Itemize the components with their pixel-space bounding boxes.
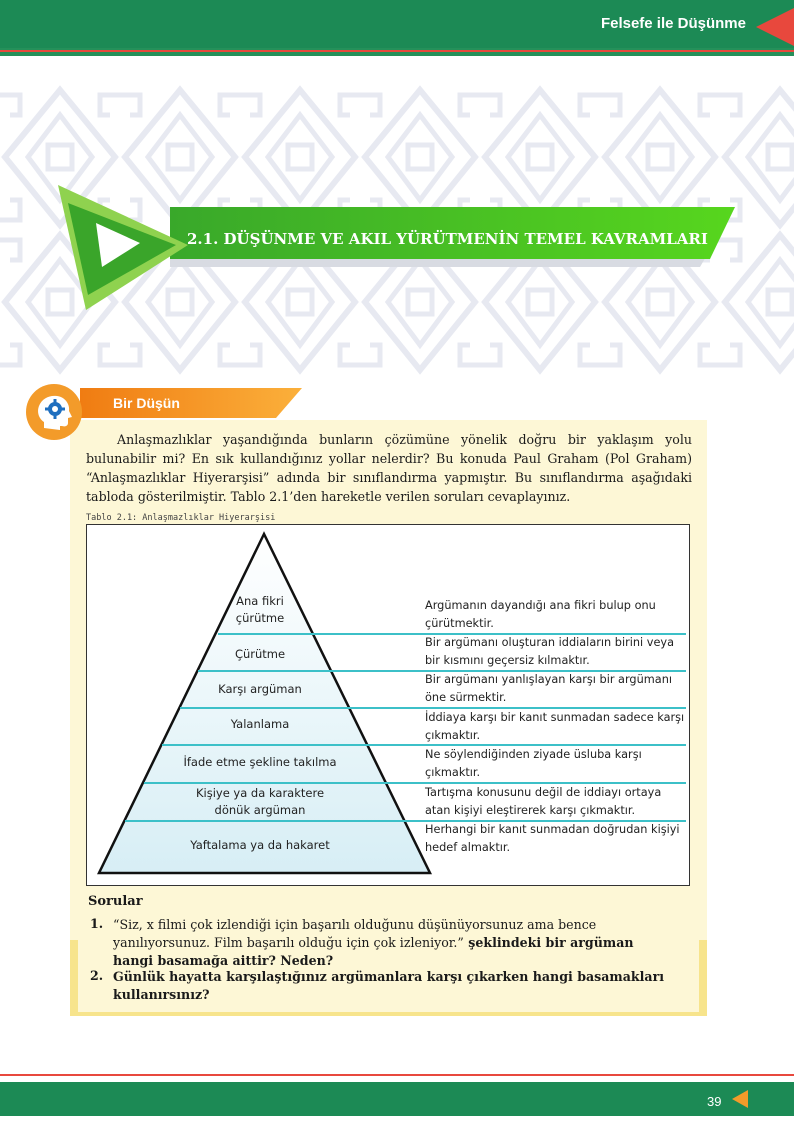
question-number: 2. xyxy=(90,968,104,983)
footer-band xyxy=(0,1082,794,1116)
header-red-line xyxy=(0,50,794,52)
play-arrow-icon xyxy=(58,185,188,310)
level-description: Ne söylendiğinden ziyade üsluba karşı çıkmaktır. xyxy=(425,748,642,779)
question-text xyxy=(113,968,676,1004)
page-triangle-icon xyxy=(732,1090,748,1108)
hierarchy-pyramid xyxy=(97,531,432,877)
table-caption: Tablo 2.1: Anlaşmazlıklar Hiyerarşisi xyxy=(86,513,276,523)
level-name: Yaftalama ya da hakaret xyxy=(190,838,330,852)
level-description: Herhangi bir kanıt sunmadan doğrudan kişiyi hedef almaktır. xyxy=(425,823,680,854)
question-number: 1. xyxy=(90,916,104,931)
intro-paragraph: Anlaşmazlıklar yaşandığında bunların çözümüne yönelik doğru bir yaklaşım yolu bulunabilir mi? En sık kullandığınız yollar nelerdir? Bu konuda Paul Graham (Pol Graham) “Anlaşmazlıklar Hiyerarşisi” adında bir sınıflandırma yapmıştır. Bu sınıflandırma aşağıdaki tabloda gösterilmiştir. Tablo 2.1’den hareketle verilen soruları cevaplayınız. xyxy=(86,432,692,504)
box-stripe-left xyxy=(70,940,78,1016)
level-name: Ana fikri çürütme xyxy=(235,594,285,625)
question-text-bold: Günlük hayatta karşılaştığınız argümanlara karşı çıkarken hangi basamakları kullanırsınız? xyxy=(113,969,664,1002)
level-name: Çürütme xyxy=(234,647,286,661)
level-name: Kişiye ya da karaktere dönük argüman xyxy=(195,786,325,817)
level-name: Yalanlama xyxy=(230,717,290,731)
footer-red-line xyxy=(0,1074,794,1076)
level-description: Bir argümanı yanlışlayan karşı bir argümanı öne sürmektir. xyxy=(425,673,672,704)
questions-title: Sorular xyxy=(88,894,143,909)
question-text xyxy=(113,916,676,970)
thinking-head-icon xyxy=(24,382,84,442)
activity-intro xyxy=(86,430,692,506)
question-text-plain: “Siz, x filmi çok izlendiği için başarılı olduğunu düşünüyorsunuz ama bence yanılıyorsunuz. Film başarılı olduğu için çok izleniyor.” xyxy=(113,917,597,950)
box-stripe-bottom xyxy=(70,1012,707,1016)
activity-label: Bir Düşün xyxy=(113,395,180,411)
level-description: Tartışma konusunu değil de iddiayı ortaya atan kişiyi eleştirerek karşı çıkmaktır. xyxy=(425,786,662,817)
level-name: İfade etme şekline takılma xyxy=(183,755,337,769)
level-description: İddiaya karşı bir kanıt sunmadan sadece karşı çıkmaktır. xyxy=(425,711,685,742)
question-text-bold: şeklindeki bir argüman hangi basamağa aittir? Neden? xyxy=(113,935,634,968)
page-number: 39 xyxy=(707,1094,722,1109)
box-stripe-right xyxy=(699,940,707,1016)
section-title: 2.1. DÜŞÜNME VE AKIL YÜRÜTMENİN TEMEL KAVRAMLARI xyxy=(187,230,708,248)
header-triangle-icon xyxy=(756,8,794,46)
header-title: Felsefe ile Düşünme xyxy=(600,15,746,32)
level-description: Argümanın dayandığı ana fikri bulup onu çürütmektir. xyxy=(425,599,656,630)
level-name: Karşı argüman xyxy=(218,682,302,696)
level-description: Bir argümanı oluşturan iddiaların birini veya bir kısmını geçersiz kılmaktır. xyxy=(425,636,675,667)
